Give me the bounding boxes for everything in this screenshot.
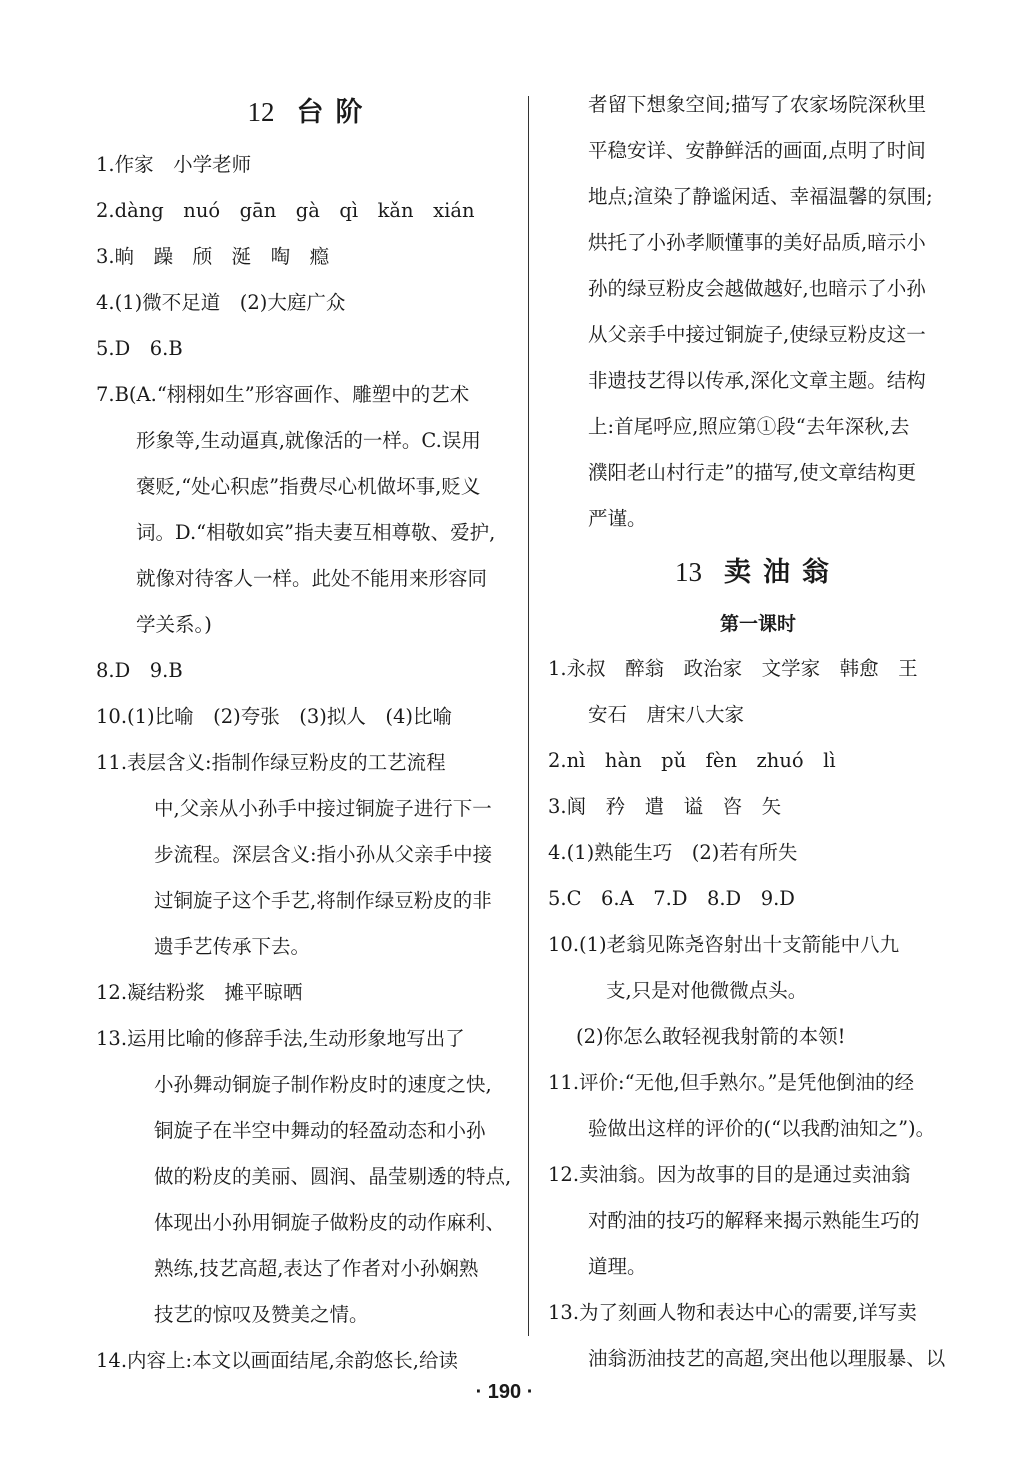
answer-line: 熟练,技艺高超,表达了作者对小孙娴熟 <box>154 1257 479 1280</box>
lesson-name: 卖油翁 <box>724 557 841 588</box>
answer-line: 1.永叔 醉翁 政治家 文学家 韩愈 王 <box>548 657 918 680</box>
answer-line: 孙的绿豆粉皮会越做越好,也暗示了小孙 <box>588 277 926 300</box>
answer-line: 体现出小孙用铜旋子做粉皮的动作麻利、 <box>154 1211 506 1234</box>
answer-line: 非遗技艺得以传承,深化文章主题。结构 <box>588 369 926 392</box>
answer-line: 11.表层含义:指制作绿豆粉皮的工艺流程 <box>96 751 446 774</box>
answer-line: 中,父亲从小孙手中接过铜旋子进行下一 <box>154 797 492 820</box>
lesson-name: 台阶 <box>296 97 375 128</box>
answer-line: 做的粉皮的美丽、圆润、晶莹剔透的特点, <box>154 1165 512 1188</box>
answer-line: 3.晌 躁 颀 涎 啕 瘾 <box>96 245 330 268</box>
answer-line: 1.作家 小学老师 <box>96 153 252 176</box>
answer-line: 学关系。) <box>136 613 212 636</box>
lesson-subtitle: 第一课时 <box>719 613 796 635</box>
answer-line: 13.为了刻画人物和表达中心的需要,详写卖 <box>548 1301 917 1324</box>
answer-line: 5.C 6.A 7.D 8.D 9.D <box>548 887 795 910</box>
answer-line: (2)你怎么敢轻视我射箭的本领! <box>576 1025 846 1048</box>
answer-line: 严谨。 <box>588 507 647 530</box>
left-answer-lines <box>96 142 526 1384</box>
right-continuation-lines <box>548 82 968 542</box>
answer-line: 褒贬,“处心积虑”指费尽心机做坏事,贬义 <box>136 475 481 498</box>
answer-line: 8.D 9.B <box>96 659 183 682</box>
answer-line: 7.B(A.“栩栩如生”形容画作、雕塑中的艺术 <box>96 383 470 406</box>
answer-line: 5.D 6.B <box>96 337 183 360</box>
answer-line: 形象等,生动逼真,就像活的一样。C.误用 <box>136 429 481 452</box>
answer-line: 支,只是对他微微点头。 <box>606 979 808 1002</box>
answer-line: 词。D.“相敬如宾”指夫妻互相尊敬、爱护, <box>136 521 496 544</box>
lesson-13-title <box>548 542 968 602</box>
answer-line: 铜旋子在半空中舞动的轻盈动态和小孙 <box>154 1119 486 1142</box>
answer-line: 4.(1)微不足道 (2)大庭广众 <box>96 291 346 314</box>
answer-line: 者留下想象空间;描写了农家场院深秋里 <box>588 93 927 116</box>
answer-line: 11.评价:“无他,但手熟尔。”是凭他倒油的经 <box>548 1071 914 1094</box>
answer-line: 从父亲手中接过铜旋子,使绿豆粉皮这一 <box>588 323 926 346</box>
lesson-number: 13 <box>675 557 702 587</box>
column-divider <box>528 96 529 1336</box>
answer-line: 过铜旋子这个手艺,将制作绿豆粉皮的非 <box>154 889 492 912</box>
answer-line: 10.(1)比喻 (2)夸张 (3)拟人 (4)比喻 <box>96 705 452 728</box>
answer-line: 对酌油的技巧的解释来揭示熟能生巧的 <box>588 1209 920 1232</box>
answer-line: 平稳安详、安静鲜活的画面,点明了时间 <box>588 139 926 162</box>
answer-line: 就像对待客人一样。此处不能用来形容同 <box>136 567 488 590</box>
left-column <box>96 82 526 1384</box>
answer-line: 上:首尾呼应,照应第①段“去年深秋,去 <box>588 415 910 438</box>
lesson-number: 12 <box>247 97 275 127</box>
page-number: · 190 · <box>475 1381 534 1403</box>
answer-line: 油翁沥油技艺的高超,突出他以理服暴、以 <box>588 1347 946 1370</box>
answer-line: 烘托了小孙孝顺懂事的美好品质,暗示小 <box>588 231 926 254</box>
answer-line: 地点;渲染了静谧闲适、幸福温馨的氛围; <box>588 185 933 208</box>
answer-line: 14.内容上:本文以画面结尾,余韵悠长,给读 <box>96 1349 458 1372</box>
answer-line: 道理。 <box>588 1255 647 1278</box>
answer-line: 步流程。深层含义:指小孙从父亲手中接 <box>154 843 493 866</box>
answer-line: 2.dàng nuó gān gà qì kǎn xián <box>96 199 475 222</box>
answer-line: 12.卖油翁。因为故事的目的是通过卖油翁 <box>548 1163 911 1186</box>
answer-line: 3.阆 矜 遣 谥 咨 矢 <box>548 795 782 818</box>
answer-line: 10.(1)老翁见陈尧咨射出十支箭能中八九 <box>548 933 900 956</box>
answer-line: 4.(1)熟能生巧 (2)若有所失 <box>548 841 798 864</box>
answer-line: 小孙舞动铜旋子制作粉皮时的速度之快, <box>154 1073 492 1096</box>
answer-line: 安石 唐宋八大家 <box>588 703 745 726</box>
lesson-12-title <box>96 82 526 142</box>
answer-line: 濮阳老山村行走”的描写,使文章结构更 <box>588 461 917 484</box>
answer-line: 2.nì hàn pǔ fèn zhuó lì <box>548 749 836 772</box>
right-column <box>548 82 968 1382</box>
right-answer-lines <box>548 646 968 1382</box>
answer-line: 12.凝结粉浆 摊平晾晒 <box>96 981 303 1004</box>
answer-line: 技艺的惊叹及赞美之情。 <box>154 1303 369 1326</box>
answer-line: 验做出这样的评价的(“以我酌油知之”)。 <box>588 1117 936 1140</box>
answer-line: 13.运用比喻的修辞手法,生动形象地写出了 <box>96 1027 465 1050</box>
answer-line: 遗手艺传承下去。 <box>154 935 311 958</box>
